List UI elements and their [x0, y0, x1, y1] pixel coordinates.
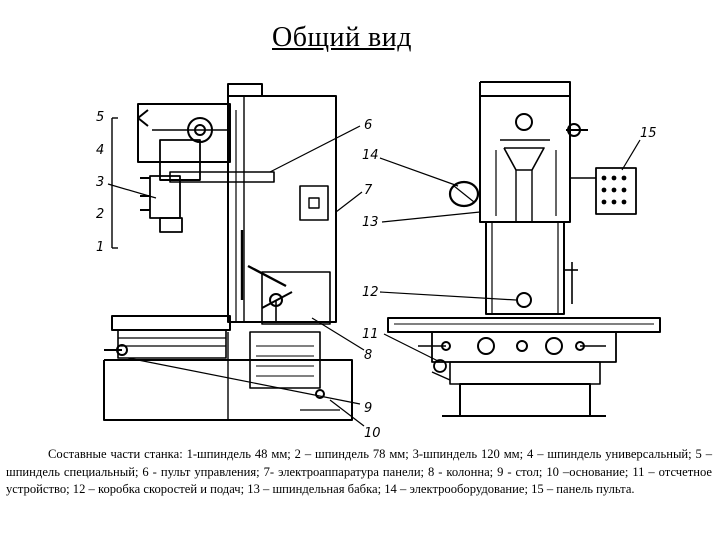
column-top — [480, 82, 570, 96]
front-table — [388, 318, 660, 332]
table — [112, 316, 230, 330]
label-10: 10 — [364, 426, 381, 441]
caption — [6, 446, 712, 499]
label-15: 15 — [640, 126, 657, 141]
label-13: 13 — [362, 215, 379, 230]
label-6: 6 — [364, 118, 373, 133]
label-1: 1 — [96, 240, 105, 255]
label-8: 8 — [364, 348, 373, 363]
label-3: 3 — [96, 175, 105, 190]
caption-text: Составные части станка: 1-шпиндель 48 мм; 2 – шпиндель 78 мм; 3-шпиндель 120 мм; 4 – шпиндель универсальный; 5 – шпиндель специальный; 6 - пульт управления; 7- электроаппаратура панели; 8 - колонна; 9 - стол; 10 –основание; 11 – отсчетное устройство; 12 – коробка скоростей и подач; 13 – шпиндельная бабка; 14 – электрооборудование; 15 – панель пульта. — [6, 447, 712, 496]
label-7: 7 — [364, 183, 373, 198]
electro-panel — [300, 186, 328, 220]
right-view — [380, 82, 660, 416]
label-5: 5 — [96, 110, 105, 125]
label-2: 2 — [96, 207, 105, 222]
knee — [432, 332, 616, 362]
page-title: Общий вид — [272, 22, 412, 53]
left-view — [104, 84, 364, 426]
label-14: 14 — [362, 148, 379, 163]
column-lower — [486, 222, 564, 314]
label-9: 9 — [364, 401, 373, 416]
front-base — [460, 384, 590, 416]
label-11: 11 — [362, 327, 379, 342]
label-4: 4 — [96, 143, 105, 158]
label-12: 12 — [362, 285, 379, 300]
spindle-head — [138, 104, 230, 162]
